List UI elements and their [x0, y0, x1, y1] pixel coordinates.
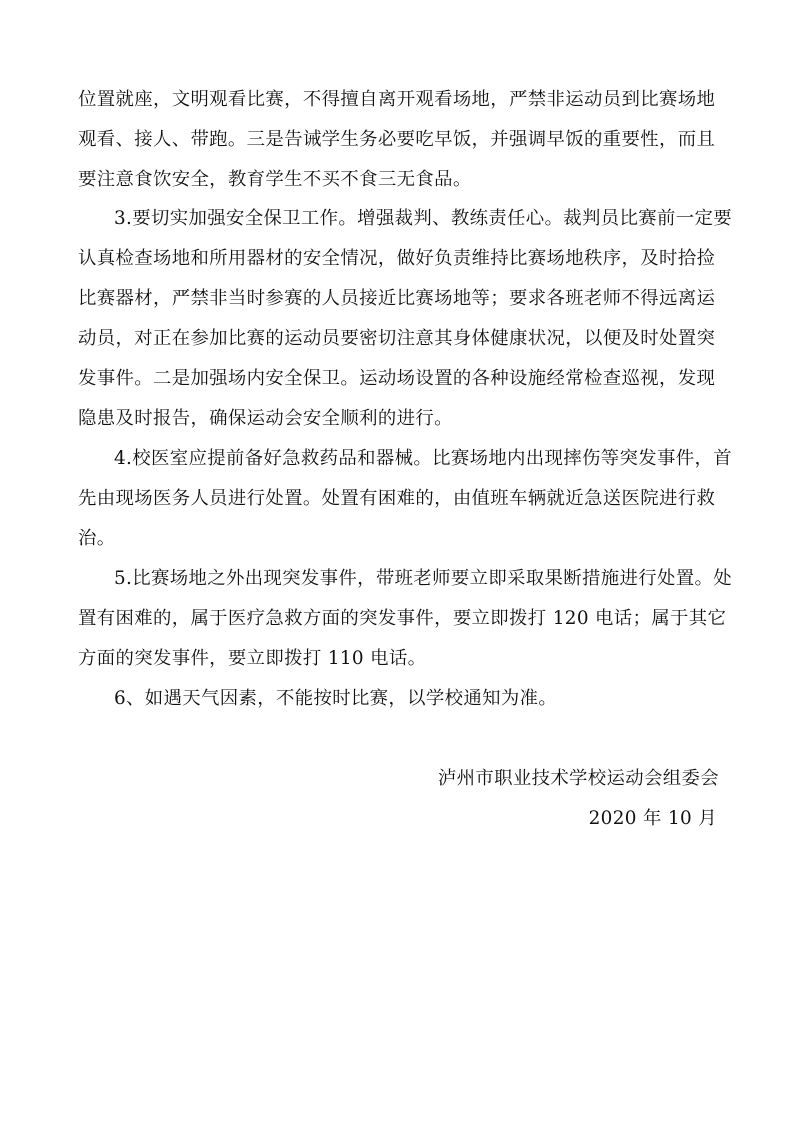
paragraph-line: 比赛器材，严禁非当时参赛的人员接近比赛场地等；要求各班老师不得远离运 [78, 288, 716, 309]
paragraph-line: 置有困难的，属于医疗急救方面的突发事件，要立即拨打 120 电话；属于其它 [78, 608, 727, 629]
signature-date: 2020 年 10 月 [588, 808, 717, 829]
paragraph-line: 5.比赛场地之外出现突发事件，带班老师要立即采取果断措施进行处置。处 [114, 568, 732, 589]
paragraph-line: 位置就座，文明观看比赛，不得擅自离开观看场地，严禁非运动员到比赛场地 [78, 89, 716, 110]
paragraph-line: 动员，对正在参加比赛的运动员要密切注意其身体健康状况，以便及时处置突 [78, 328, 716, 349]
paragraph-line: 观看、接人、带跑。三是告诫学生务必要吃早饭，并强调早饭的重要性，而且 [78, 129, 716, 150]
paragraph-line: 认真检查场地和所用器材的安全情况，做好负责维持比赛场地秩序，及时拾捡 [78, 248, 716, 269]
paragraph-line: 要注意食饮安全，教育学生不买不食三无食品。 [78, 169, 472, 190]
paragraph-line: 隐患及时报告，确保运动会安全顺利的进行。 [78, 408, 453, 429]
paragraph-line: 4.校医室应提前备好急救药品和器械。比赛场地内出现摔伤等突发事件，首 [114, 448, 732, 469]
paragraph-line: 方面的突发事件，要立即拨打 110 电话。 [78, 648, 427, 669]
paragraph-line: 6、如遇天气因素，不能按时比赛，以学校通知为准。 [114, 688, 558, 709]
paragraph-line: 治。 [78, 528, 116, 549]
paragraph-line: 3.要切实加强安全保卫工作。增强裁判、教练责任心。裁判员比赛前一定要 [114, 208, 732, 229]
paragraph-line: 先由现场医务人员进行处置。处置有困难的，由值班车辆就近急送医院进行救 [78, 488, 716, 509]
signature-organization: 泸州市职业技术学校运动会组委会 [437, 768, 719, 789]
paragraph-line: 发事件。二是加强场内安全保卫。运动场设置的各种设施经常检查巡视，发现 [78, 368, 716, 389]
